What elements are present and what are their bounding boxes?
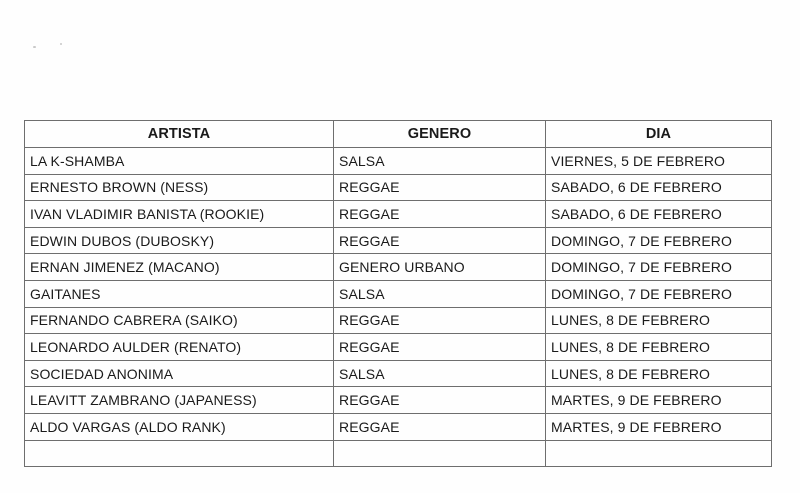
table-row (25, 280, 772, 307)
table-row (25, 387, 772, 414)
genre-cell: SALSA (334, 280, 546, 307)
artist-cell: LA K-SHAMBA (25, 148, 334, 175)
table-row (25, 174, 772, 201)
table-row (25, 360, 772, 387)
table-row (25, 201, 772, 228)
artist-cell: IVAN VLADIMIR BANISTA (ROOKIE) (25, 201, 334, 228)
genre-cell: SALSA (334, 360, 546, 387)
artist-cell: ERNESTO BROWN (NESS) (25, 174, 334, 201)
day-cell: LUNES, 8 DE FEBRERO (546, 307, 772, 334)
day-cell: MARTES, 9 DE FEBRERO (546, 413, 772, 440)
artist-cell: LEONARDO AULDER (RENATO) (25, 334, 334, 361)
artist-cell (25, 440, 334, 467)
artist-cell: FERNANDO CABRERA (SAIKO) (25, 307, 334, 334)
day-cell (546, 440, 772, 467)
header-artista: ARTISTA (25, 121, 334, 148)
genre-cell: SALSA (334, 148, 546, 175)
genre-cell: REGGAE (334, 307, 546, 334)
day-cell: VIERNES, 5 DE FEBRERO (546, 148, 772, 175)
artist-cell: ERNAN JIMENEZ (MACANO) (25, 254, 334, 281)
artist-cell: LEAVITT ZAMBRANO (JAPANESS) (25, 387, 334, 414)
table-row (25, 440, 772, 467)
header-genero: GENERO (334, 121, 546, 148)
scan-speck (60, 43, 62, 45)
genre-cell: REGGAE (334, 413, 546, 440)
genre-cell: GENERO URBANO (334, 254, 546, 281)
table-body (25, 148, 772, 467)
header-dia: DIA (546, 121, 772, 148)
day-cell: MARTES, 9 DE FEBRERO (546, 387, 772, 414)
day-cell: SABADO, 6 DE FEBRERO (546, 174, 772, 201)
table-row (25, 227, 772, 254)
header-row (25, 121, 772, 148)
genre-cell: REGGAE (334, 387, 546, 414)
day-cell: LUNES, 8 DE FEBRERO (546, 360, 772, 387)
day-cell: DOMINGO, 7 DE FEBRERO (546, 280, 772, 307)
genre-cell (334, 440, 546, 467)
schedule-table (24, 120, 772, 467)
day-cell: DOMINGO, 7 DE FEBRERO (546, 227, 772, 254)
day-cell: DOMINGO, 7 DE FEBRERO (546, 254, 772, 281)
day-cell: SABADO, 6 DE FEBRERO (546, 201, 772, 228)
table-row (25, 334, 772, 361)
artist-cell: EDWIN DUBOS (DUBOSKY) (25, 227, 334, 254)
day-cell: LUNES, 8 DE FEBRERO (546, 334, 772, 361)
table-row (25, 148, 772, 175)
artist-cell: SOCIEDAD ANONIMA (25, 360, 334, 387)
genre-cell: REGGAE (334, 201, 546, 228)
genre-cell: REGGAE (334, 334, 546, 361)
genre-cell: REGGAE (334, 174, 546, 201)
table-row (25, 254, 772, 281)
artist-cell: GAITANES (25, 280, 334, 307)
artist-cell: ALDO VARGAS (ALDO RANK) (25, 413, 334, 440)
table-row (25, 307, 772, 334)
scan-speck (33, 46, 36, 48)
genre-cell: REGGAE (334, 227, 546, 254)
table-row (25, 413, 772, 440)
